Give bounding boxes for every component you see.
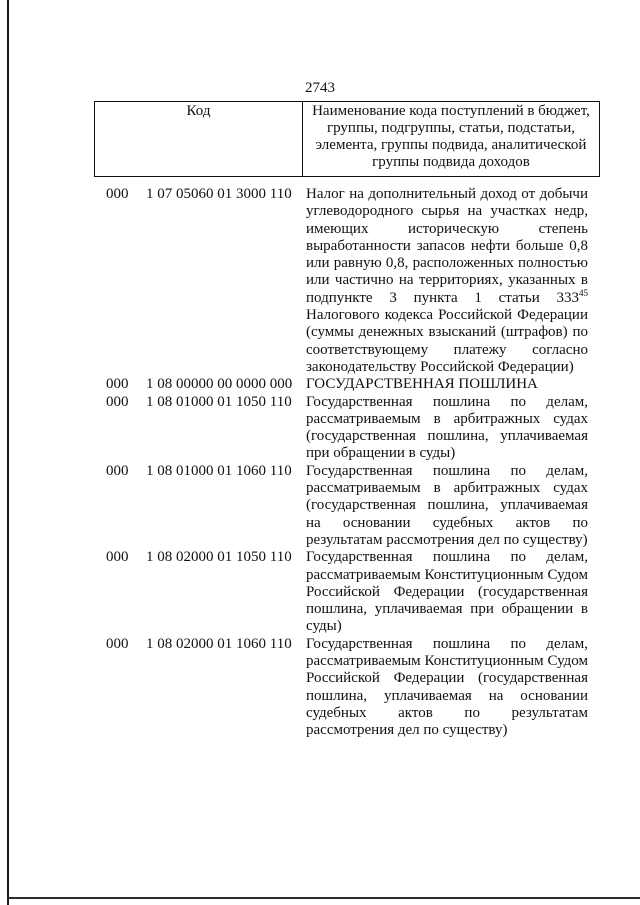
budget-code: 1 08 01000 01 1060 110 [146,462,292,479]
scan-border-bottom [7,897,640,899]
code-description: Государственная пошлина по делам, рассматриваемым в арбитражных судах (государственная пошлина, уплачиваемая на основании судебных актов по результатам рассмотрения дел по существу) [306,462,588,548]
article-superscript: 45 [579,287,588,298]
header-code-label: Код [95,102,303,176]
code-description: Государственная пошлина по делам, рассматриваемым в арбитражных судах (государственная пошлина, уплачиваемая при обращении в суды) [306,393,588,462]
table-row [0,186,640,376]
code-description: Государственная пошлина по делам, рассматриваемым Конституционным Судом Российской Федерации (государственная пошлина, уплачиваемая на основании судебных актов по результатам рассмотрения дел по существу) [306,635,588,739]
budget-code: 1 08 01000 01 1050 110 [146,393,292,410]
budget-code: 1 08 02000 01 1050 110 [146,549,292,566]
admin-code: 000 [106,186,129,202]
code-description [306,186,588,376]
header-name-label: Наименование кода поступлений в бюджет, группы, подгруппы, статьи, подстатьи, элемента, группы подвида, аналитической группы подвида доходов [312,103,590,170]
table-row [0,463,640,549]
admin-code: 000 [106,635,129,652]
admin-code: 000 [106,393,129,410]
table-header [94,101,600,177]
budget-code: 1 08 02000 01 1060 110 [146,635,292,652]
table-row [0,549,640,635]
table-row [0,636,640,740]
code-description-part: Налогового кодекса Российской Федерации (суммы денежных взысканий (штрафов) по соответствующему платежу согласно законодательству Российской Федерации) [306,307,588,375]
table-row [0,376,640,393]
code-description: Государственная пошлина по делам, рассматриваемым Конституционным Судом Российской Федерации (государственная пошлина, уплачиваемая при обращении в суды) [306,549,588,635]
table-body [0,186,640,740]
table-row [0,394,640,463]
page-number: 2743 [305,80,335,96]
admin-code: 000 [106,376,129,393]
code-description-part: Налог на дополнительный доход от добычи углеводородного сырья на участках недр, имеющих историческую степень выработанности запасов нефти больше 0,8 или равную 0,8, расположенных полностью или частично на территориях, указанных в подпункте 3 пункта 1 статьи 333 [306,186,588,306]
budget-code: 1 08 00000 00 0000 000 [146,376,293,393]
budget-code: 1 07 05060 01 3000 110 [146,186,292,202]
admin-code: 000 [106,462,129,479]
admin-code: 000 [106,549,129,566]
code-description: ГОСУДАРСТВЕННАЯ ПОШЛИНА [306,376,538,393]
